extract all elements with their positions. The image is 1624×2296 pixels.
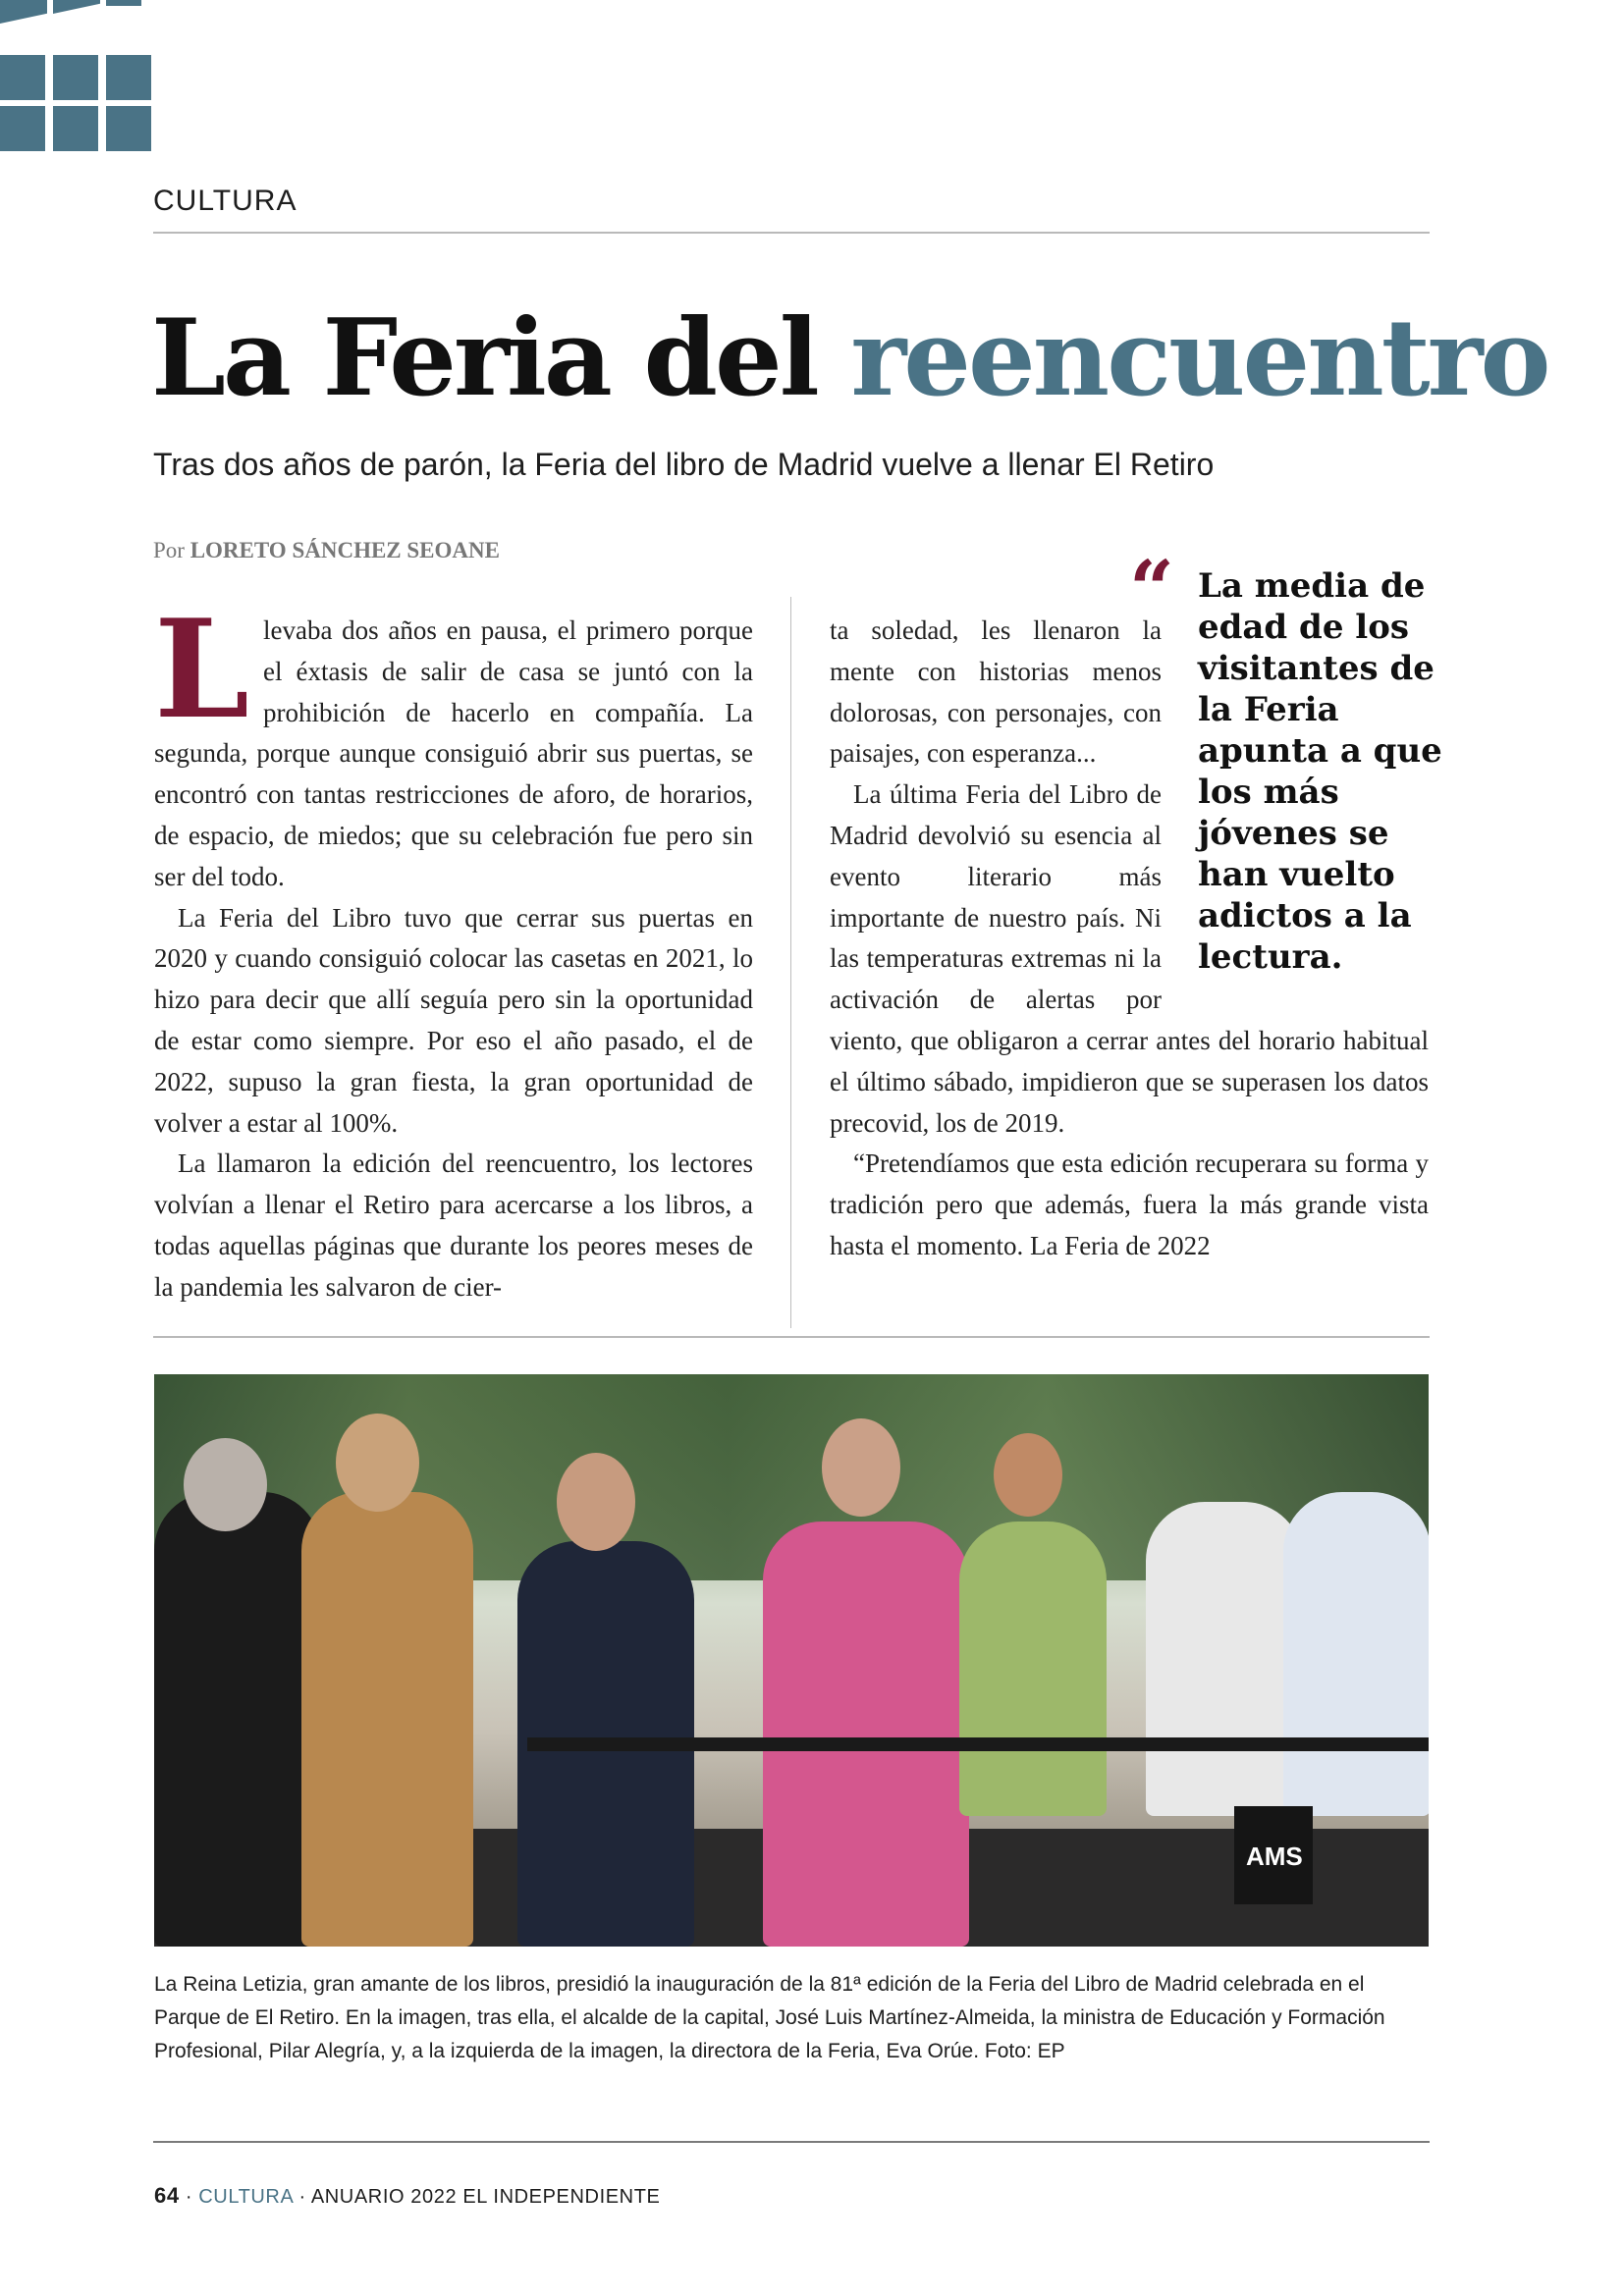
- caption-text: La Reina Letizia, gran amante de los libros, presidió la inauguración de la 81ª edición de la Feria del Libro de Madrid celebrada en el Parque de El Retiro. En la imagen, tras ella, el alcalde de la capital, José Luis Martínez-Almeida, la ministra de Educación y Formación Profesional, Pilar Alegría, y, a la izquierda de la imagen, la directora de la Feria, Eva Orúe. Foto: EP: [154, 1973, 1385, 2062]
- pull-quote-text: La media de edad de los visitantes de la Feria apunta a que los más jóvenes se han vuelto adictos a la lectura.: [1198, 566, 1442, 977]
- footer-publication: ANUARIO 2022 EL INDEPENDIENTE: [310, 2186, 661, 2208]
- footer-divider: [153, 2141, 1430, 2143]
- person-head: [994, 1433, 1062, 1517]
- footer-separator: ·: [179, 2186, 199, 2208]
- byline-prefix: Por: [153, 538, 190, 562]
- paragraph: ta soledad, les llenaron la mente con historias menos dolorosas, con personajes, con paisajes, con esperanza...: [830, 615, 1162, 769]
- person-head: [822, 1418, 900, 1517]
- person-head: [184, 1438, 267, 1531]
- paragraph: La última Feria del Libro de Madrid devolvió su esencia al evento literario más importante de nuestro país. Ni las temperaturas extremas ni la activación de alertas por viento, que obligaron a cerrar antes del horario habitual el último sábado, impidieron que se superasen los datos precovid, los de 2019.: [830, 779, 1429, 1138]
- title-main: La Feria del: [151, 296, 851, 420]
- footer-separator: ·: [293, 2186, 311, 2208]
- paragraph: “Pretendíamos que esta edición recuperara su forma y tradición pero que además, fuera la más grande vista hasta el momento. La Feria de 2022: [830, 1148, 1429, 1260]
- section-label: CULTURA: [153, 185, 298, 217]
- feria-photo: [154, 1374, 1429, 1947]
- person-figure: [1146, 1502, 1303, 1816]
- person-figure: [959, 1522, 1107, 1816]
- quote-mark-icon: “: [1129, 543, 1175, 635]
- header-divider: [153, 232, 1430, 234]
- person-head: [557, 1453, 635, 1551]
- person-figure: [763, 1522, 969, 1947]
- paragraph-text: levaba dos años en pausa, el primero porque el éxtasis de salir de casa se juntó con la prohibición de hacerlo en compañía. La segunda, porque aunque consiguió abrir sus puertas, se encontró con tantas restricciones de aforo, de horarios, de espacio, de miedos; que su celebración fue pero sin ser del todo.: [154, 615, 753, 891]
- page-footer: [154, 2183, 660, 2209]
- byline: [153, 538, 500, 563]
- paragraph: La Feria del Libro tuvo que cerrar sus puertas en 2020 y cuando consiguió colocar las casetas en 2021, lo hizo para decir que allí seguía pero sin la oportunidad de estar como siempre. Por eso el año pasado, el de 2022, supuso la gran fiesta, la gran oportunidad de volver a estar al 100%.: [154, 902, 753, 1138]
- article-title: [151, 294, 1548, 422]
- photo-divider: [153, 1336, 1430, 1338]
- paragraph: La llamaron la edición del reencuentro, los lectores volvían a llenar el Retiro para acercarse a los libros, a todas aquellas páginas que durante los peores meses de la pandemia les salvaron de cier-: [154, 1148, 753, 1302]
- barrier-fence: [527, 1737, 1429, 1751]
- person-figure: [1283, 1492, 1429, 1816]
- person-figure: [301, 1492, 473, 1947]
- byline-author: LORETO SÁNCHEZ SEOANE: [189, 538, 500, 562]
- person-figure: [154, 1492, 321, 1947]
- column-divider: [790, 597, 791, 1328]
- paragraph: [154, 589, 753, 898]
- left-column: [154, 589, 753, 1308]
- photo-caption: [154, 1968, 1429, 2068]
- page-number: 64: [154, 2183, 180, 2208]
- person-head: [336, 1414, 419, 1512]
- title-accent: reencuentro: [850, 296, 1548, 420]
- article-subtitle: Tras dos años de parón, la Feria del libro de Madrid vuelve a llenar El Retiro: [153, 447, 1215, 482]
- footer-section: CULTURA: [198, 2186, 294, 2208]
- barrier-sign-text: AMS: [1246, 1842, 1303, 1871]
- dropcap: L: [154, 589, 250, 749]
